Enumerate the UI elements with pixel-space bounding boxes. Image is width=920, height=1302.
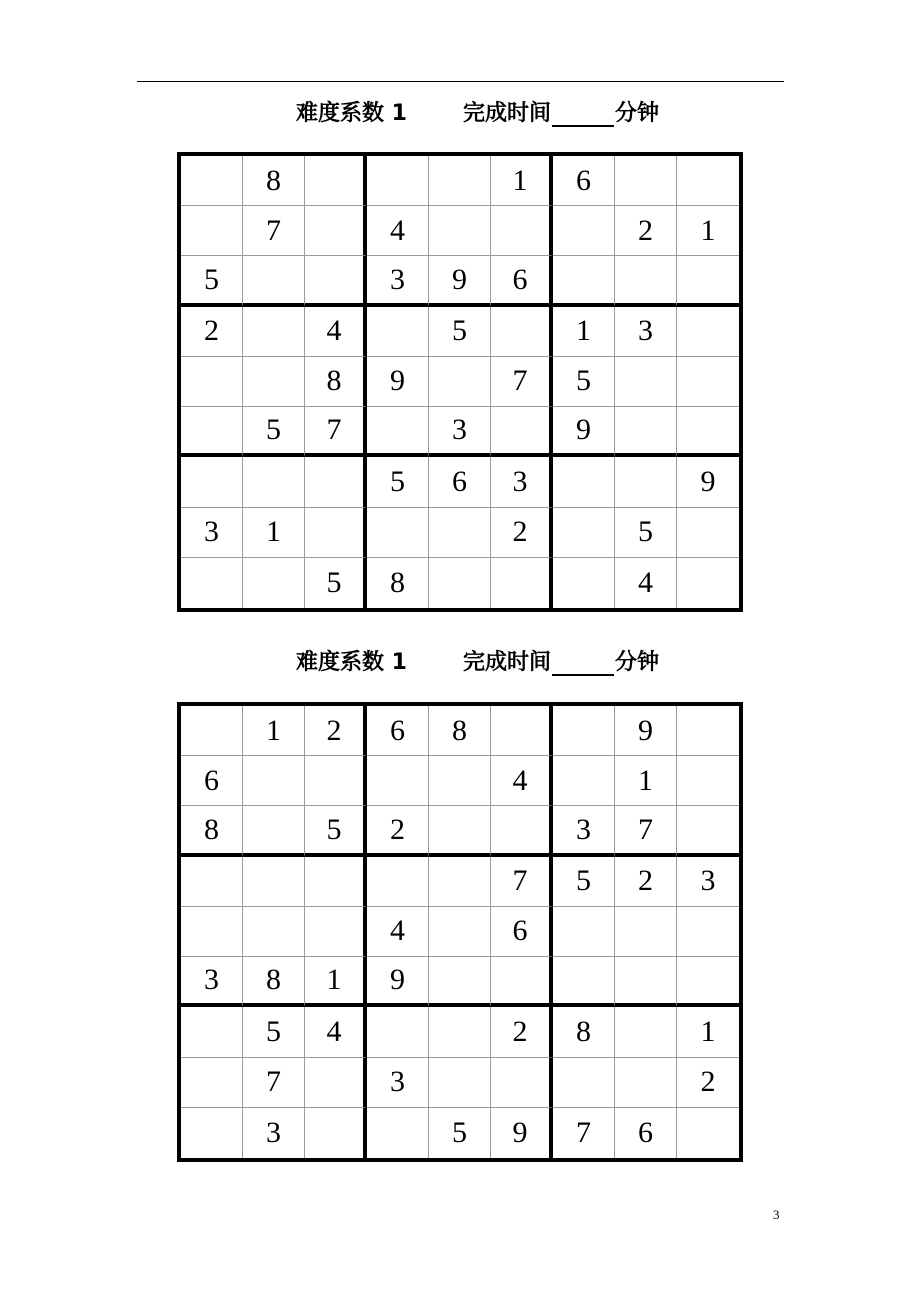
sudoku-cell[interactable] (553, 508, 615, 558)
sudoku-cell[interactable]: 6 (429, 457, 491, 507)
sudoku-cell[interactable] (429, 907, 491, 957)
sudoku-cell[interactable] (429, 1058, 491, 1108)
sudoku-cell[interactable] (181, 457, 243, 507)
sudoku-cell[interactable] (553, 256, 615, 306)
sudoku-cell[interactable]: 2 (491, 508, 553, 558)
sudoku-cell[interactable]: 4 (305, 307, 367, 357)
sudoku-cell[interactable] (491, 706, 553, 756)
sudoku-cell[interactable]: 2 (181, 307, 243, 357)
sudoku-cell[interactable] (491, 1058, 553, 1108)
sudoku-cell[interactable] (181, 357, 243, 407)
sudoku-cell[interactable] (615, 156, 677, 206)
sudoku-cell[interactable] (181, 1007, 243, 1057)
sudoku-cell[interactable] (491, 957, 553, 1007)
sudoku-cell[interactable] (367, 156, 429, 206)
sudoku-cell[interactable]: 4 (305, 1007, 367, 1057)
sudoku-cell[interactable] (367, 1108, 429, 1158)
sudoku-cell[interactable] (553, 457, 615, 507)
sudoku-cell[interactable]: 8 (181, 806, 243, 856)
sudoku-cell[interactable] (677, 957, 739, 1007)
sudoku-cell[interactable] (305, 156, 367, 206)
sudoku-cell[interactable]: 1 (615, 756, 677, 806)
sudoku-cell[interactable]: 6 (615, 1108, 677, 1158)
sudoku-cell[interactable] (491, 206, 553, 256)
sudoku-cell[interactable]: 3 (491, 457, 553, 507)
sudoku-cell[interactable]: 1 (243, 508, 305, 558)
sudoku-cell[interactable]: 8 (305, 357, 367, 407)
sudoku-cell[interactable] (615, 1058, 677, 1108)
sudoku-cell[interactable]: 7 (615, 806, 677, 856)
time-prefix: 完成时间 (463, 650, 552, 675)
sudoku-cell[interactable] (429, 857, 491, 907)
sudoku-cell[interactable]: 5 (615, 508, 677, 558)
sudoku-cell[interactable]: 2 (615, 206, 677, 256)
sudoku-cell[interactable]: 3 (181, 957, 243, 1007)
sudoku-cell[interactable]: 7 (243, 206, 305, 256)
sudoku-cell[interactable]: 5 (429, 1108, 491, 1158)
sudoku-cell[interactable] (677, 756, 739, 806)
sudoku-cell[interactable]: 5 (243, 1007, 305, 1057)
sudoku-cell[interactable]: 8 (553, 1007, 615, 1057)
sudoku-cell[interactable] (305, 457, 367, 507)
sudoku-cell[interactable] (677, 407, 739, 457)
sudoku-cell[interactable] (305, 907, 367, 957)
sudoku-cell[interactable] (491, 558, 553, 608)
sudoku-cell[interactable] (429, 508, 491, 558)
sudoku-cell[interactable]: 3 (243, 1108, 305, 1158)
sudoku-cell[interactable] (615, 407, 677, 457)
sudoku-cell[interactable] (305, 256, 367, 306)
sudoku-cell[interactable]: 3 (367, 256, 429, 306)
sudoku-cell[interactable]: 4 (367, 206, 429, 256)
sudoku-cell[interactable] (243, 558, 305, 608)
sudoku-cell[interactable] (429, 558, 491, 608)
sudoku-cell[interactable]: 6 (491, 256, 553, 306)
sudoku-cell[interactable]: 2 (491, 1007, 553, 1057)
time-blank-line (552, 652, 614, 676)
sudoku-cell[interactable] (243, 307, 305, 357)
sudoku-cell[interactable] (367, 1007, 429, 1057)
sudoku-cell[interactable] (615, 1007, 677, 1057)
sudoku-cell[interactable] (181, 558, 243, 608)
sudoku-cell[interactable] (243, 357, 305, 407)
sudoku-cell[interactable] (553, 706, 615, 756)
sudoku-cell[interactable]: 3 (615, 307, 677, 357)
sudoku-cell[interactable] (243, 256, 305, 306)
sudoku-cell[interactable]: 8 (243, 156, 305, 206)
sudoku-cell[interactable]: 9 (367, 957, 429, 1007)
sudoku-cell[interactable]: 8 (429, 706, 491, 756)
sudoku-cell[interactable] (181, 706, 243, 756)
sudoku-cell[interactable] (553, 957, 615, 1007)
sudoku-cell[interactable] (429, 206, 491, 256)
completion-time-label (463, 645, 659, 676)
sudoku-cell[interactable] (491, 806, 553, 856)
sudoku-cell[interactable] (243, 756, 305, 806)
sudoku-cell[interactable] (553, 1058, 615, 1108)
sudoku-cell[interactable] (367, 857, 429, 907)
sudoku-cell[interactable] (243, 857, 305, 907)
sudoku-grid-2 (177, 702, 743, 1162)
sudoku-cell[interactable]: 8 (367, 558, 429, 608)
sudoku-cell[interactable]: 3 (429, 407, 491, 457)
sudoku-cell[interactable]: 5 (243, 407, 305, 457)
completion-time-label (463, 96, 659, 127)
sudoku-cell[interactable] (429, 806, 491, 856)
sudoku-cell[interactable] (429, 1007, 491, 1057)
sudoku-cell[interactable] (615, 907, 677, 957)
sudoku-cell[interactable]: 2 (305, 706, 367, 756)
sudoku-cell[interactable]: 4 (367, 907, 429, 957)
sudoku-cell[interactable]: 3 (553, 806, 615, 856)
sudoku-cell[interactable]: 5 (367, 457, 429, 507)
puzzle-2-title (0, 645, 920, 675)
sudoku-cell[interactable]: 5 (553, 357, 615, 407)
sudoku-cell[interactable] (677, 156, 739, 206)
sudoku-cell[interactable] (677, 706, 739, 756)
sudoku-cell[interactable] (305, 1058, 367, 1108)
sudoku-cell[interactable]: 9 (429, 256, 491, 306)
time-suffix: 分钟 (615, 650, 660, 675)
sudoku-cell[interactable]: 6 (367, 706, 429, 756)
sudoku-cell[interactable] (181, 206, 243, 256)
sudoku-cell[interactable]: 9 (491, 1108, 553, 1158)
sudoku-cell[interactable]: 6 (181, 756, 243, 806)
sudoku-cell[interactable] (429, 957, 491, 1007)
sudoku-cell[interactable]: 2 (367, 806, 429, 856)
sudoku-cell[interactable] (553, 558, 615, 608)
sudoku-cell[interactable] (367, 407, 429, 457)
sudoku-cell[interactable] (243, 457, 305, 507)
sudoku-cell[interactable] (677, 558, 739, 608)
sudoku-cell[interactable] (429, 756, 491, 806)
sudoku-cell[interactable] (181, 1108, 243, 1158)
sudoku-cell[interactable]: 1 (491, 156, 553, 206)
sudoku-cell[interactable]: 9 (367, 357, 429, 407)
sudoku-cell[interactable]: 7 (491, 857, 553, 907)
sudoku-cell[interactable] (553, 907, 615, 957)
sudoku-cell[interactable] (367, 307, 429, 357)
sudoku-cell[interactable]: 8 (243, 957, 305, 1007)
sudoku-cell[interactable] (491, 307, 553, 357)
sudoku-cell[interactable]: 7 (305, 407, 367, 457)
sudoku-cell[interactable]: 6 (553, 156, 615, 206)
sudoku-cell[interactable] (553, 206, 615, 256)
sudoku-cell[interactable]: 1 (677, 206, 739, 256)
sudoku-cell[interactable] (305, 756, 367, 806)
sudoku-cell[interactable]: 9 (553, 407, 615, 457)
sudoku-cell[interactable]: 6 (491, 907, 553, 957)
sudoku-cell[interactable] (677, 806, 739, 856)
sudoku-cell[interactable] (181, 857, 243, 907)
sudoku-cell[interactable] (615, 957, 677, 1007)
sudoku-cell[interactable] (615, 256, 677, 306)
sudoku-cell[interactable] (181, 407, 243, 457)
sudoku-cell[interactable] (429, 156, 491, 206)
sudoku-cell[interactable] (553, 756, 615, 806)
sudoku-cell[interactable]: 9 (615, 706, 677, 756)
sudoku-cell[interactable] (677, 508, 739, 558)
sudoku-cell[interactable] (367, 756, 429, 806)
sudoku-cell[interactable] (677, 256, 739, 306)
sudoku-cell[interactable]: 3 (367, 1058, 429, 1108)
sudoku-cell[interactable] (243, 907, 305, 957)
time-blank-line (552, 103, 614, 127)
sudoku-cell[interactable] (677, 907, 739, 957)
sudoku-cell[interactable] (181, 1058, 243, 1108)
sudoku-cell[interactable] (677, 1108, 739, 1158)
sudoku-cell[interactable] (305, 857, 367, 907)
sudoku-cell[interactable]: 7 (491, 357, 553, 407)
sudoku-cell[interactable] (615, 457, 677, 507)
sudoku-cell[interactable]: 5 (553, 857, 615, 907)
sudoku-cell[interactable]: 1 (553, 307, 615, 357)
sudoku-cell[interactable]: 2 (677, 1058, 739, 1108)
sudoku-cell[interactable] (367, 508, 429, 558)
sudoku-cell[interactable]: 1 (305, 957, 367, 1007)
sudoku-cell[interactable]: 9 (677, 457, 739, 507)
difficulty-label: 难度系数 1 (296, 101, 407, 126)
sudoku-cell[interactable] (305, 206, 367, 256)
sudoku-cell[interactable]: 7 (243, 1058, 305, 1108)
sudoku-cell[interactable] (491, 407, 553, 457)
sudoku-cell[interactable] (429, 357, 491, 407)
sudoku-cell[interactable]: 4 (491, 756, 553, 806)
sudoku-cell[interactable]: 4 (615, 558, 677, 608)
sudoku-cell[interactable]: 1 (677, 1007, 739, 1057)
time-prefix: 完成时间 (463, 101, 552, 126)
sudoku-cell[interactable] (243, 806, 305, 856)
sudoku-cell[interactable]: 5 (429, 307, 491, 357)
sudoku-cell[interactable]: 3 (181, 508, 243, 558)
puzzle-1-title (0, 96, 920, 126)
sudoku-cell[interactable]: 2 (615, 857, 677, 907)
sudoku-cell[interactable] (181, 156, 243, 206)
sudoku-grid-1 (177, 152, 743, 612)
sudoku-cell[interactable] (615, 357, 677, 407)
time-suffix: 分钟 (615, 101, 660, 126)
sudoku-cell[interactable] (305, 1108, 367, 1158)
sudoku-cell[interactable]: 5 (305, 806, 367, 856)
difficulty-label: 难度系数 1 (296, 650, 407, 675)
sudoku-cell[interactable] (305, 508, 367, 558)
sudoku-cell[interactable]: 5 (305, 558, 367, 608)
sudoku-cell[interactable] (677, 307, 739, 357)
sudoku-cell[interactable]: 1 (243, 706, 305, 756)
sudoku-cell[interactable]: 3 (677, 857, 739, 907)
page-number: 3 (773, 1207, 780, 1222)
header-rule (137, 81, 784, 82)
sudoku-cell[interactable] (677, 357, 739, 407)
sudoku-cell[interactable]: 5 (181, 256, 243, 306)
sudoku-cell[interactable] (181, 907, 243, 957)
sudoku-cell[interactable]: 7 (553, 1108, 615, 1158)
